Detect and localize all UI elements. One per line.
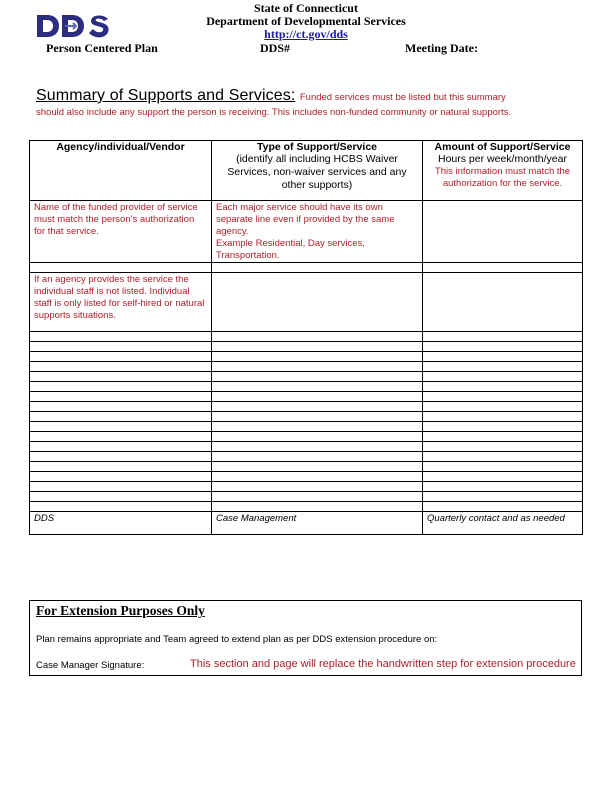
staff-guidance[interactable]: If an agency provides the service the individual staff is not listed. Individual staff is only listed for self-hired or natural supports situations.	[30, 273, 212, 332]
agency-cell[interactable]	[30, 502, 212, 512]
amount-cell[interactable]	[423, 372, 583, 382]
agency-cell[interactable]	[30, 442, 212, 452]
signature-label: Case Manager Signature:	[36, 660, 145, 671]
guidance-row	[30, 273, 583, 332]
dds-logo-icon	[36, 14, 110, 38]
amount-cell[interactable]	[423, 462, 583, 472]
type-cell[interactable]	[212, 263, 423, 273]
type-cell[interactable]	[212, 342, 423, 352]
amount-cell[interactable]	[423, 201, 583, 263]
summary-heading	[36, 87, 596, 105]
guidance-row	[30, 201, 583, 263]
type-cell[interactable]	[212, 432, 423, 442]
amount-cell[interactable]	[423, 442, 583, 452]
table-row	[30, 442, 583, 452]
amount-cell[interactable]	[423, 263, 583, 273]
type-cell[interactable]	[212, 442, 423, 452]
table-row	[30, 352, 583, 362]
supports-services-table	[29, 140, 583, 535]
extension-section	[29, 600, 582, 676]
type-cell[interactable]	[212, 412, 423, 422]
agency-cell[interactable]	[30, 372, 212, 382]
table-row	[30, 462, 583, 472]
agency-cell[interactable]	[30, 362, 212, 372]
type-cell[interactable]	[212, 452, 423, 462]
agency-cell[interactable]	[30, 422, 212, 432]
table-row	[30, 452, 583, 462]
plan-title: Person Centered Plan	[46, 41, 158, 55]
type-cell[interactable]: Case Management	[212, 512, 423, 535]
agency-cell[interactable]	[30, 452, 212, 462]
website-link[interactable]: http://ct.gov/dds	[264, 27, 348, 41]
header-amount: Amount of Support/Service Hours per week/month/year This information must match the authorization for the service.	[423, 141, 583, 201]
agency-cell[interactable]	[30, 382, 212, 392]
agency-guidance[interactable]: Name of the funded provider of service must match the person's authorization for that service.	[30, 201, 212, 263]
dds-number-label: DDS#	[260, 41, 291, 55]
type-cell[interactable]	[212, 372, 423, 382]
type-cell[interactable]	[212, 352, 423, 362]
dds-logo	[36, 14, 110, 38]
table-row	[30, 482, 583, 492]
agency-cell[interactable]	[30, 332, 212, 342]
type-cell[interactable]	[212, 502, 423, 512]
table-row	[30, 472, 583, 482]
agency-cell[interactable]	[30, 492, 212, 502]
table-row	[30, 502, 583, 512]
summary-note: Funded services must be listed but this summary	[299, 92, 506, 103]
amount-cell[interactable]	[423, 273, 583, 332]
amount-cell[interactable]	[423, 492, 583, 502]
agency-cell[interactable]	[30, 412, 212, 422]
type-cell[interactable]	[212, 462, 423, 472]
type-cell[interactable]	[212, 472, 423, 482]
type-cell[interactable]	[212, 273, 423, 332]
extension-statement: Plan remains appropriate and Team agreed to extend plan as per DDS extension procedure on:	[36, 634, 438, 645]
table-row	[30, 402, 583, 412]
amount-cell[interactable]	[423, 432, 583, 442]
type-guidance[interactable]: Each major service should have its own separate line even if provided by the same agency. Example Residential, Day services, Transportation.	[212, 201, 423, 263]
type-cell[interactable]	[212, 382, 423, 392]
amount-cell[interactable]	[423, 472, 583, 482]
amount-cell[interactable]	[423, 482, 583, 492]
table-row	[30, 422, 583, 432]
table-row	[30, 412, 583, 422]
table-row	[30, 372, 583, 382]
agency-cell[interactable]: DDS	[30, 512, 212, 535]
table-row	[30, 362, 583, 372]
table-row	[30, 392, 583, 402]
agency-cell[interactable]	[30, 263, 212, 273]
summary-title: Summary of Supports and Services:	[36, 87, 296, 104]
amount-cell[interactable]	[423, 452, 583, 462]
type-cell[interactable]	[212, 492, 423, 502]
amount-cell[interactable]	[423, 402, 583, 412]
agency-cell[interactable]	[30, 482, 212, 492]
amount-cell[interactable]: Quarterly contact and as needed	[423, 512, 583, 535]
meeting-date-label: Meeting Date:	[405, 41, 478, 55]
table-row	[30, 342, 583, 352]
table-row	[30, 432, 583, 442]
table-row	[30, 492, 583, 502]
type-cell[interactable]	[212, 422, 423, 432]
amount-cell[interactable]	[423, 332, 583, 342]
header-agency: Agency/individual/Vendor	[30, 141, 212, 201]
table-row	[30, 263, 583, 273]
agency-cell[interactable]	[30, 352, 212, 362]
amount-cell[interactable]	[423, 502, 583, 512]
amount-cell[interactable]	[423, 362, 583, 372]
table-row	[30, 382, 583, 392]
table-row	[30, 332, 583, 342]
summary-note-continued: should also include any support the person is receiving. This includes non-funded community or natural supports.	[36, 107, 512, 118]
department-name: Department of Developmental Services	[206, 14, 406, 28]
extension-note: This section and page will replace the handwritten step for extension procedure	[190, 658, 576, 670]
agency-cell[interactable]	[30, 392, 212, 402]
amount-cell[interactable]	[423, 392, 583, 402]
type-cell[interactable]	[212, 482, 423, 492]
header-type: Type of Support/Service (identify all including HCBS Waiver Services, non-waiver services and any other supports)	[212, 141, 423, 201]
type-cell[interactable]	[212, 362, 423, 372]
amount-cell[interactable]	[423, 352, 583, 362]
agency-cell[interactable]	[30, 342, 212, 352]
amount-cell[interactable]	[423, 342, 583, 352]
amount-cell[interactable]	[423, 422, 583, 432]
agency-cell[interactable]	[30, 432, 212, 442]
table-header-row	[30, 141, 583, 201]
agency-cell[interactable]	[30, 402, 212, 412]
table-row-dds	[30, 512, 583, 535]
agency-cell[interactable]	[30, 462, 212, 472]
type-cell[interactable]	[212, 402, 423, 412]
agency-cell[interactable]	[30, 472, 212, 482]
amount-cell[interactable]	[423, 412, 583, 422]
extension-title: For Extension Purposes Only	[36, 603, 205, 618]
type-cell[interactable]	[212, 332, 423, 342]
type-cell[interactable]	[212, 392, 423, 402]
amount-cell[interactable]	[423, 382, 583, 392]
state-name: State of Connecticut	[254, 1, 358, 15]
